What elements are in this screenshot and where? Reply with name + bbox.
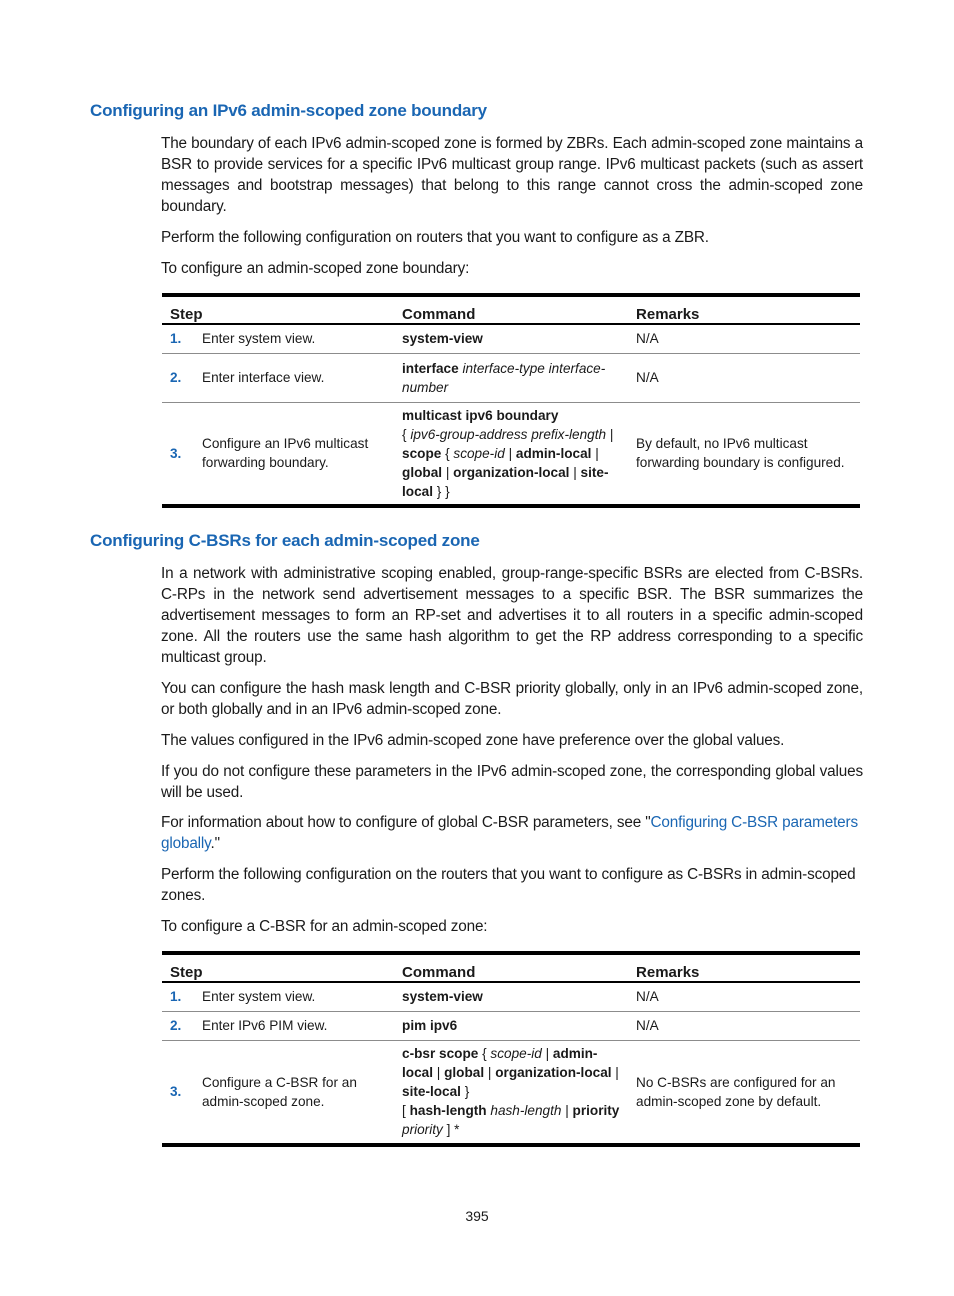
command-keyword: admin-local xyxy=(515,445,592,461)
table-row xyxy=(162,1011,860,1040)
step-number: 3. xyxy=(162,1040,194,1145)
command-text: ] * xyxy=(442,1122,460,1138)
command-text: { xyxy=(402,426,411,442)
command-keyword: global xyxy=(402,464,443,480)
command-keyword: organization-local xyxy=(495,1065,612,1081)
step-description: Enter system view. xyxy=(202,989,316,1005)
command-keyword: hash-length xyxy=(409,1103,487,1119)
command-text: } xyxy=(460,1084,470,1100)
column-header-command: Command xyxy=(394,953,628,982)
config-table-boundary xyxy=(162,293,860,508)
command-argument: interface-type interface-number xyxy=(402,360,606,395)
step-number: 1. xyxy=(170,989,182,1005)
table-row xyxy=(162,353,860,402)
command-syntax xyxy=(394,1040,628,1145)
paragraph: Perform the following configuration on the routers that you want to configure as C-BSRs in admin-scoped zones. xyxy=(161,866,856,904)
command-text: | xyxy=(591,445,599,461)
paragraph: To configure a C-BSR for an admin-scoped zone: xyxy=(161,918,488,935)
remarks: By default, no IPv6 multicast forwarding boundary is configured. xyxy=(628,402,860,506)
remarks: N/A xyxy=(628,1011,860,1040)
column-header-remarks: Remarks xyxy=(628,295,860,324)
remarks: N/A xyxy=(636,989,659,1005)
command-argument: scope-id xyxy=(490,1046,542,1062)
command-text: [ xyxy=(402,1103,410,1119)
command-keyword: admin-local xyxy=(402,1046,598,1081)
paragraph: Perform the following configuration on routers that you want to configure as a ZBR. xyxy=(161,229,709,246)
column-header-remarks: Remarks xyxy=(628,953,860,982)
step-number: 2. xyxy=(162,353,194,402)
remarks: No C-BSRs are configured for an admin-scoped zone by default. xyxy=(628,1040,860,1145)
config-table-cbsr xyxy=(162,951,860,1147)
command-text: | xyxy=(504,445,516,461)
command-text: { xyxy=(478,1046,491,1062)
step-number: 2. xyxy=(162,1011,194,1040)
command-syntax xyxy=(394,353,628,402)
command-keyword: c-bsr scope xyxy=(402,1046,479,1062)
reference-text: For information about how to configure of global C-BSR parameters, see " xyxy=(161,814,651,831)
command-keyword: priority xyxy=(572,1103,620,1119)
table-header-row xyxy=(162,295,860,324)
command-keyword: pim ipv6 xyxy=(402,1018,458,1033)
command-syntax xyxy=(394,1011,628,1040)
paragraph: If you do not configure these parameters in the IPv6 admin-scoped zone, the corresponding global values will be used. xyxy=(161,763,863,801)
reference-text-end: ." xyxy=(210,835,220,852)
column-header-step: Step xyxy=(162,953,394,982)
command-text: | xyxy=(611,1065,619,1081)
paragraph: The boundary of each IPv6 admin-scoped zone is formed by ZBRs. Each admin-scoped zone maintains a BSR to provide services for a specific IPv6 multicast group range. IPv6 multicast packets (such as assert messages and bootstrap messages) that belong to this range cannot cross the admin-scoped zone boundary. xyxy=(161,135,863,215)
paragraph: You can configure the hash mask length and C-BSR priority globally, only in an IPv6 admin-scoped zone, or both globally and in an IPv6 admin-scoped zone. xyxy=(161,680,863,718)
command-keyword: system-view xyxy=(402,989,483,1005)
table-row xyxy=(162,982,860,1011)
section-heading-cbsr: Configuring C-BSRs for each admin-scoped zone xyxy=(90,531,480,550)
paragraph: To configure an admin-scoped zone boundary: xyxy=(161,260,470,277)
paragraph-reference xyxy=(161,812,863,854)
command-argument: priority xyxy=(402,1122,443,1138)
command-text: { xyxy=(441,445,454,461)
paragraph: The values configured in the IPv6 admin-scoped zone have preference over the global values. xyxy=(161,732,785,749)
command-keyword: scope xyxy=(402,445,442,461)
table-row xyxy=(162,1040,860,1145)
column-header-step: Step xyxy=(162,295,394,324)
command-text: | xyxy=(433,1065,445,1081)
remarks: N/A xyxy=(628,353,860,402)
command-keyword: site-local xyxy=(402,464,609,499)
command-syntax xyxy=(394,402,628,506)
step-number: 1. xyxy=(170,331,182,347)
step-description: Enter interface view. xyxy=(194,353,394,402)
step-number: 3. xyxy=(162,402,194,506)
command-keyword: interface xyxy=(402,360,459,376)
command-keyword: site-local xyxy=(402,1084,461,1100)
command-argument: scope-id xyxy=(453,445,505,461)
section-heading-boundary: Configuring an IPv6 admin-scoped zone boundary xyxy=(90,101,487,120)
table-row xyxy=(162,324,860,353)
command-syntax xyxy=(394,982,628,1011)
page-number: 395 xyxy=(465,1208,489,1224)
link-cbsr-global[interactable]: Configuring C-BSR parameters globally xyxy=(161,814,858,852)
command-text: | xyxy=(561,1103,573,1119)
command-argument: ipv6-group-address prefix-length xyxy=(410,426,607,442)
table-header-row xyxy=(162,953,860,982)
command-text: | xyxy=(484,1065,496,1081)
paragraph: In a network with administrative scoping enabled, group-range-specific BSRs are elected from C-BSRs. C-RPs in the network send advertisement messages to a specific BSR. The BSR summarizes the advertisement messages to form an RP-set and advertises it to all routers in a specific admin-scoped zone. All the routers use the same hash algorithm to get the RP address corresponding to a specific multicast group. xyxy=(161,565,863,666)
step-description: Enter IPv6 PIM view. xyxy=(194,1011,394,1040)
command-argument: hash-length xyxy=(490,1103,562,1119)
command-text: | xyxy=(569,464,581,480)
command-text: | xyxy=(606,426,614,442)
remarks: N/A xyxy=(636,331,659,347)
command-text: | xyxy=(541,1046,553,1062)
command-syntax xyxy=(394,324,628,353)
step-description: Enter system view. xyxy=(202,331,316,347)
column-header-command: Command xyxy=(394,295,628,324)
command-keyword: global xyxy=(444,1065,485,1081)
step-description: Configure a C-BSR for an admin-scoped zone. xyxy=(194,1040,394,1145)
step-description: Configure an IPv6 multicast forwarding boundary. xyxy=(194,402,394,506)
table-row xyxy=(162,402,860,506)
command-text: | xyxy=(442,464,454,480)
command-keyword: system-view xyxy=(402,331,483,347)
command-keyword: multicast ipv6 boundary xyxy=(402,407,559,423)
command-text: } } xyxy=(433,483,450,499)
command-keyword: organization-local xyxy=(453,464,570,480)
